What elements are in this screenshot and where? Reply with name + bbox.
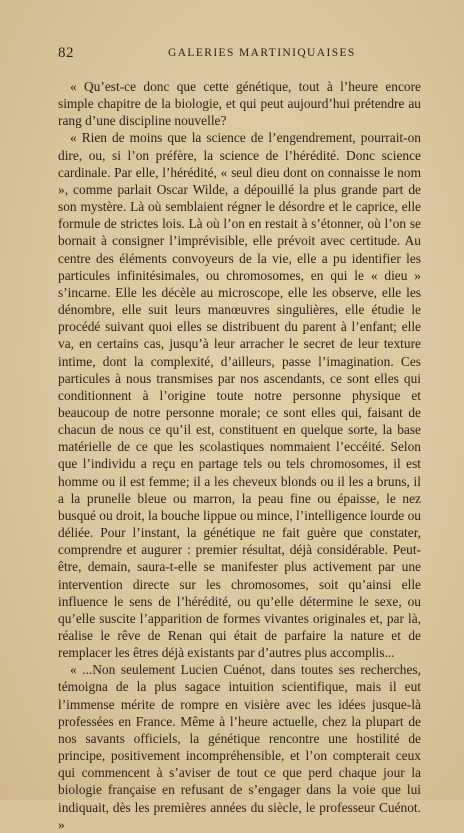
running-title: GALERIES MARTINIQUAISES — [168, 47, 356, 59]
paragraph-2: « Rien de moins que la science de l’engendrement, pourrait-on dire, ou, si l’on préfère, la science de l’hérédité. Donc science cardinale. Par elle, l’hérédité, « seul dieu dont on connaisse le nom », comme parlait Oscar Wilde, a dépouillé la plus grande part de son mystère. Là où semblaient régner le désordre et le caprice, elle formule de strictes lois. Là où l’on en restait à s’étonner, où l’on se bornait à consigner l’imprévisible, elle prévoit avec certitude. Au centre des éléments convoyeurs de la vie, elle a pu identifier les particules infinitésimales, ou chromosomes, en qui le « dieu » s’incarne. Elle les décèle au microscope, elle les observe, elle les dénombre, elle suit leurs manœuvres singulières, elle étudie le procédé suivant quoi elles se distribuent du parent à l’enfant; elle va, en certains cas, jusqu’à leur arracher le secret de leur texture intime, dont la complexité, d’ailleurs, passe l’imagination. Ces particules à nous transmises par nos ascendants, ce sont elles qui conditionnent à l’origine toute notre personne physique et beaucoup de notre personne morale; ce sont elles qui, faisant de chacun de nous ce qu’il est, constituent en quelque sorte, la base matérielle de ce que les scolastiques nommaient l’eccéité. Selon que l’individu a reçu en partage tels ou tels chromosomes, il est homme ou il est femme; il a les cheveux blonds ou il les a bruns, il a la prunelle bleue ou marron, la peau fine ou épaisse, le nez busqué ou droit, la bouche lippue ou mince, l’intelligence lourde ou déliée. Pour l’instant, la génétique ne fait guère que constater, comprendre et augurer : premier résultat, déjà considérable. Peut-être, demain, saura-t-elle se manifester plus activement par une intervention directe sur les chromosomes, soit qu’ainsi elle influence le sens de l’hérédité, ou qu’elle détermine le sexe, ou qu’elle suscite l’apparition de formes vivantes originales et, par là, réalise le rêve de Renan qui était de parfaire la nature et de remplacer les êtres déjà existants par d’autres plus accomplis... — [58, 130, 421, 661]
paragraph-3: « ...Non seulement Lucien Cuénot, dans toutes ses recherches, témoigna de la plus sagace intuition scientifique, mais il eut l’immense mérite de rompre en visière avec les idées jusque-là professées en France. Même à l’heure actuelle, chez la plupart de nos savants officiels, la génétique rencontre une hostilité de principe, positivement incompréhensible, et l’on compterait ceux qui commencent à s’aviser de tout ce que perd chaque jour la biologie française en refusant de s’engager dans la voie que lui indiquait, dès les premières années du siècle, le professeur Cuénot. » — [58, 662, 421, 832]
paragraph-1: « Qu’est-ce donc que cette génétique, tout à l’heure encore simple chapitre de la biologie, et qui peut aujourd’hui prétendre au rang d’une discipline nouvelle? — [58, 79, 421, 129]
body-text — [58, 78, 421, 833]
page-number: 82 — [58, 45, 74, 61]
page-header — [58, 45, 412, 63]
